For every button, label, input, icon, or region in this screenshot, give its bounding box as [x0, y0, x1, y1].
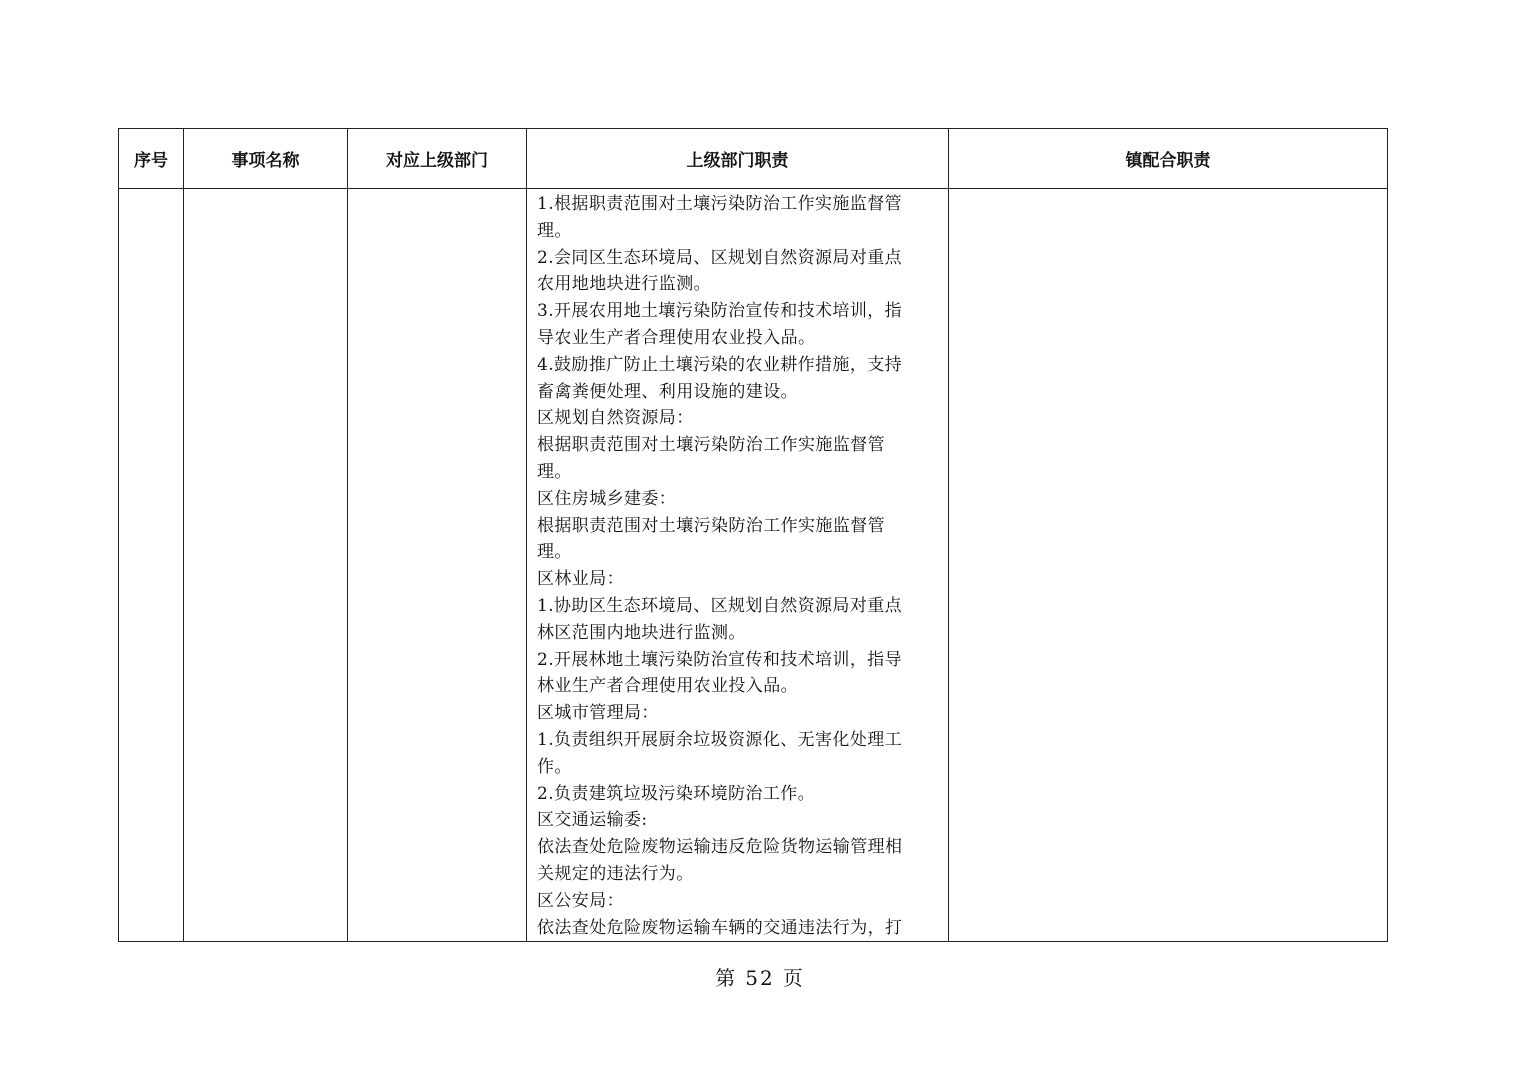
duty-line: 3.开展农用地土壤污染防治宣传和技术培训，指 [537, 301, 903, 322]
cell-item-name [184, 189, 348, 942]
page-footer [0, 962, 1520, 991]
cell-dept [348, 189, 527, 942]
duty-line: 区交通运输委: [537, 810, 648, 831]
duty-line: 作。 [537, 756, 572, 777]
table-row [119, 189, 1388, 942]
duty-line: 理。 [537, 542, 572, 563]
duty-line: 理。 [537, 220, 572, 241]
cell-dept-duty [527, 189, 949, 942]
duty-line: 2.会同区生态环境局、区规划自然资源局对重点 [537, 247, 903, 268]
page-prefix: 第 [715, 966, 738, 990]
duty-line: 区城市管理局： [537, 703, 659, 724]
duty-line: 畜禽粪便处理、利用设施的建设。 [537, 381, 798, 402]
duty-line: 1.根据职责范围对土壤污染防治工作实施监督管 [537, 194, 903, 214]
header-town-duty: 镇配合职责 [949, 129, 1388, 189]
duty-line: 根据职责范围对土壤污染防治工作实施监督管 [537, 435, 885, 456]
dept-duty-text [527, 189, 948, 941]
header-dept: 对应上级部门 [348, 129, 527, 189]
duty-line: 区规划自然资源局： [537, 408, 694, 429]
header-dept-duty: 上级部门职责 [527, 129, 949, 189]
table-header-row [119, 129, 1388, 189]
cell-seq [119, 189, 184, 942]
duty-line: 依法查处危险废物运输车辆的交通违法行为，打 [537, 917, 903, 938]
duty-line: 区林业局： [537, 569, 624, 590]
duty-line: 区住房城乡建委： [537, 488, 677, 509]
page-suffix: 页 [782, 966, 805, 990]
duty-line: 导农业生产者合理使用农业投入品。 [537, 327, 816, 348]
duty-line: 林业生产者合理使用农业投入品。 [537, 676, 798, 697]
responsibility-table [118, 128, 1388, 942]
duty-line: 2.负责建筑垃圾污染环境防治工作。 [537, 783, 816, 804]
duty-line: 理。 [537, 461, 572, 482]
duty-line: 依法查处危险废物运输违反危险货物运输管理相 [537, 837, 903, 858]
duty-line: 1.负责组织开展厨余垃圾资源化、无害化处理工 [537, 729, 903, 750]
header-seq: 序号 [119, 129, 184, 189]
duty-line: 根据职责范围对土壤污染防治工作实施监督管 [537, 515, 885, 536]
cell-town-duty [949, 189, 1388, 942]
duty-line: 关规定的违法行为。 [537, 863, 694, 884]
duty-line: 1.协助区生态环境局、区规划自然资源局对重点 [537, 595, 903, 616]
duty-line: 林区范围内地块进行监测。 [537, 622, 746, 643]
duty-line: 区公安局： [537, 890, 624, 911]
page-number: 52 [745, 966, 775, 990]
duty-line: 4.鼓励推广防止土壤污染的农业耕作措施，支持 [537, 354, 903, 375]
duty-line: 农用地地块进行监测。 [537, 274, 711, 295]
duty-line: 2.开展林地土壤污染防治宣传和技术培训，指导 [537, 649, 903, 670]
header-item-name: 事项名称 [184, 129, 348, 189]
